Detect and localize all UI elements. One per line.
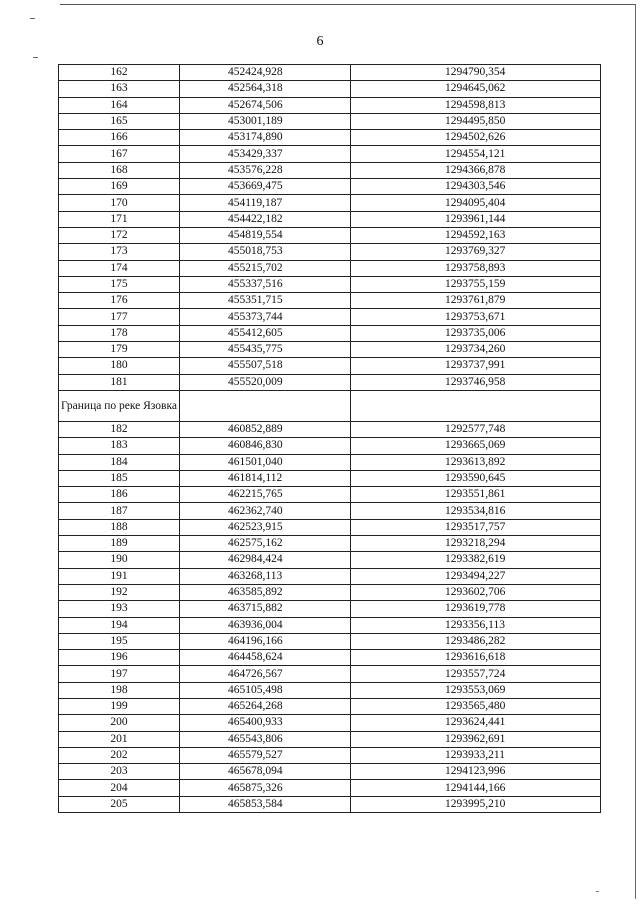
y-coordinate-cell: 1293565,480 xyxy=(351,698,601,714)
point-number-cell: 188 xyxy=(59,519,180,535)
table-row xyxy=(59,244,601,260)
table-row xyxy=(59,536,601,552)
table-row xyxy=(59,293,601,309)
scan-mark xyxy=(30,18,35,19)
point-number-cell: 182 xyxy=(59,421,180,437)
x-coordinate-cell: 453174,890 xyxy=(180,130,351,146)
point-number-cell: 190 xyxy=(59,552,180,568)
y-coordinate-cell: 1293933,211 xyxy=(351,747,601,763)
table-row xyxy=(59,113,601,129)
point-number-cell: 201 xyxy=(59,731,180,747)
x-coordinate-cell: 452424,928 xyxy=(180,65,351,81)
table-row xyxy=(59,438,601,454)
section-row xyxy=(59,390,601,421)
table-row xyxy=(59,617,601,633)
scan-mark xyxy=(596,891,599,892)
y-coordinate-cell: 1292577,748 xyxy=(351,421,601,437)
point-number-cell: 173 xyxy=(59,244,180,260)
x-coordinate-cell: 464726,567 xyxy=(180,666,351,682)
x-coordinate-cell: 455507,518 xyxy=(180,358,351,374)
table-row xyxy=(59,97,601,113)
table-row xyxy=(59,601,601,617)
point-number-cell: 177 xyxy=(59,309,180,325)
point-number-cell: 186 xyxy=(59,487,180,503)
x-coordinate-cell: 454422,182 xyxy=(180,211,351,227)
point-number-cell: 195 xyxy=(59,633,180,649)
point-number-cell: 196 xyxy=(59,650,180,666)
point-number-cell: 168 xyxy=(59,162,180,178)
y-coordinate-cell: 1293755,159 xyxy=(351,276,601,292)
x-coordinate-cell: 463268,113 xyxy=(180,568,351,584)
y-coordinate-cell: 1293356,113 xyxy=(351,617,601,633)
x-coordinate-cell: 465400,933 xyxy=(180,715,351,731)
point-number-cell: 164 xyxy=(59,97,180,113)
section-label: Граница по реке Язовка xyxy=(59,390,180,421)
table-row xyxy=(59,195,601,211)
x-coordinate-cell: 465678,094 xyxy=(180,764,351,780)
table-row xyxy=(59,682,601,698)
x-coordinate-cell: 464196,166 xyxy=(180,633,351,649)
point-number-cell: 170 xyxy=(59,195,180,211)
point-number-cell: 172 xyxy=(59,227,180,243)
table-row xyxy=(59,81,601,97)
table-row xyxy=(59,454,601,470)
y-coordinate-cell: 1294303,546 xyxy=(351,179,601,195)
table-row xyxy=(59,276,601,292)
point-number-cell: 184 xyxy=(59,454,180,470)
y-coordinate-cell: 1294366,878 xyxy=(351,162,601,178)
x-coordinate-cell: 453576,228 xyxy=(180,162,351,178)
table-row xyxy=(59,715,601,731)
y-coordinate-cell: 1293551,861 xyxy=(351,487,601,503)
table-row xyxy=(59,519,601,535)
y-coordinate-cell: 1293557,724 xyxy=(351,666,601,682)
y-coordinate-cell: 1294095,404 xyxy=(351,195,601,211)
x-coordinate-cell: 461501,040 xyxy=(180,454,351,470)
y-coordinate-cell: 1293735,006 xyxy=(351,325,601,341)
y-coordinate-cell: 1293746,958 xyxy=(351,374,601,390)
y-coordinate-cell: 1294645,062 xyxy=(351,81,601,97)
x-coordinate-cell: 464458,624 xyxy=(180,650,351,666)
y-coordinate-cell: 1293382,619 xyxy=(351,552,601,568)
x-coordinate-cell: 461814,112 xyxy=(180,470,351,486)
table-row xyxy=(59,552,601,568)
coordinates-table xyxy=(58,64,601,813)
y-coordinate-cell: 1293995,210 xyxy=(351,796,601,812)
point-number-cell: 198 xyxy=(59,682,180,698)
point-number-cell: 181 xyxy=(59,374,180,390)
y-coordinate-cell: 1293613,892 xyxy=(351,454,601,470)
point-number-cell: 197 xyxy=(59,666,180,682)
y-coordinate-cell: 1293962,691 xyxy=(351,731,601,747)
point-number-cell: 176 xyxy=(59,293,180,309)
table-row xyxy=(59,146,601,162)
table-row xyxy=(59,487,601,503)
x-coordinate-cell: 465264,268 xyxy=(180,698,351,714)
point-number-cell: 193 xyxy=(59,601,180,617)
point-number-cell: 166 xyxy=(59,130,180,146)
point-number-cell: 179 xyxy=(59,342,180,358)
table-row xyxy=(59,470,601,486)
point-number-cell: 163 xyxy=(59,81,180,97)
y-coordinate-cell: 1294144,166 xyxy=(351,780,601,796)
x-coordinate-cell: 460846,830 xyxy=(180,438,351,454)
y-coordinate-cell: 1293534,816 xyxy=(351,503,601,519)
x-coordinate-cell: 453669,475 xyxy=(180,179,351,195)
x-coordinate-cell: 465105,498 xyxy=(180,682,351,698)
point-number-cell: 204 xyxy=(59,780,180,796)
point-number-cell: 199 xyxy=(59,698,180,714)
table-row xyxy=(59,633,601,649)
table-row xyxy=(59,358,601,374)
y-coordinate-cell: 1293734,260 xyxy=(351,342,601,358)
x-coordinate-cell: 455435,775 xyxy=(180,342,351,358)
point-number-cell: 205 xyxy=(59,796,180,812)
x-coordinate-cell: 455520,009 xyxy=(180,374,351,390)
table-row xyxy=(59,374,601,390)
y-coordinate-cell: 1294495,850 xyxy=(351,113,601,129)
table-row xyxy=(59,568,601,584)
y-coordinate-cell: 1293494,227 xyxy=(351,568,601,584)
table-row xyxy=(59,211,601,227)
table-section xyxy=(59,390,601,421)
point-number-cell: 203 xyxy=(59,764,180,780)
y-coordinate-cell: 1293665,069 xyxy=(351,438,601,454)
section-empty-cell xyxy=(351,390,601,421)
point-number-cell: 202 xyxy=(59,747,180,763)
x-coordinate-cell: 455373,744 xyxy=(180,309,351,325)
point-number-cell: 185 xyxy=(59,470,180,486)
y-coordinate-cell: 1293961,144 xyxy=(351,211,601,227)
y-coordinate-cell: 1294598,813 xyxy=(351,97,601,113)
x-coordinate-cell: 452564,318 xyxy=(180,81,351,97)
point-number-cell: 165 xyxy=(59,113,180,129)
table-row xyxy=(59,65,601,81)
table-row xyxy=(59,179,601,195)
table-row xyxy=(59,503,601,519)
x-coordinate-cell: 465875,326 xyxy=(180,780,351,796)
y-coordinate-cell: 1293218,294 xyxy=(351,536,601,552)
table-row xyxy=(59,227,601,243)
table-row xyxy=(59,764,601,780)
table-row xyxy=(59,421,601,437)
y-coordinate-cell: 1293737,991 xyxy=(351,358,601,374)
y-coordinate-cell: 1293758,893 xyxy=(351,260,601,276)
x-coordinate-cell: 465579,527 xyxy=(180,747,351,763)
y-coordinate-cell: 1294592,163 xyxy=(351,227,601,243)
point-number-cell: 162 xyxy=(59,65,180,81)
x-coordinate-cell: 455412,605 xyxy=(180,325,351,341)
table-body-before-section xyxy=(59,65,601,391)
y-coordinate-cell: 1293517,757 xyxy=(351,519,601,535)
table-row xyxy=(59,260,601,276)
point-number-cell: 180 xyxy=(59,358,180,374)
y-coordinate-cell: 1293769,327 xyxy=(351,244,601,260)
y-coordinate-cell: 1294790,354 xyxy=(351,65,601,81)
table-row xyxy=(59,342,601,358)
table-row xyxy=(59,130,601,146)
table-row xyxy=(59,162,601,178)
x-coordinate-cell: 462575,162 xyxy=(180,536,351,552)
x-coordinate-cell: 455018,753 xyxy=(180,244,351,260)
x-coordinate-cell: 462984,424 xyxy=(180,552,351,568)
table-body-after-section xyxy=(59,421,601,812)
y-coordinate-cell: 1294554,121 xyxy=(351,146,601,162)
y-coordinate-cell: 1293602,706 xyxy=(351,584,601,600)
y-coordinate-cell: 1293616,618 xyxy=(351,650,601,666)
scan-mark xyxy=(33,57,38,58)
table-row xyxy=(59,309,601,325)
point-number-cell: 200 xyxy=(59,715,180,731)
table-row xyxy=(59,731,601,747)
x-coordinate-cell: 455215,702 xyxy=(180,260,351,276)
y-coordinate-cell: 1294502,626 xyxy=(351,130,601,146)
page-edge-right xyxy=(635,4,636,899)
table-row xyxy=(59,650,601,666)
x-coordinate-cell: 463715,882 xyxy=(180,601,351,617)
y-coordinate-cell: 1293590,645 xyxy=(351,470,601,486)
y-coordinate-cell: 1293761,879 xyxy=(351,293,601,309)
table-row xyxy=(59,325,601,341)
x-coordinate-cell: 462362,740 xyxy=(180,503,351,519)
table-row xyxy=(59,666,601,682)
x-coordinate-cell: 454819,554 xyxy=(180,227,351,243)
x-coordinate-cell: 460852,889 xyxy=(180,421,351,437)
x-coordinate-cell: 454119,187 xyxy=(180,195,351,211)
x-coordinate-cell: 462215,765 xyxy=(180,487,351,503)
x-coordinate-cell: 463936,004 xyxy=(180,617,351,633)
x-coordinate-cell: 455351,715 xyxy=(180,293,351,309)
x-coordinate-cell: 455337,516 xyxy=(180,276,351,292)
y-coordinate-cell: 1293553,069 xyxy=(351,682,601,698)
point-number-cell: 167 xyxy=(59,146,180,162)
point-number-cell: 174 xyxy=(59,260,180,276)
table-row xyxy=(59,796,601,812)
y-coordinate-cell: 1293619,778 xyxy=(351,601,601,617)
y-coordinate-cell: 1293624,441 xyxy=(351,715,601,731)
point-number-cell: 194 xyxy=(59,617,180,633)
x-coordinate-cell: 465853,584 xyxy=(180,796,351,812)
point-number-cell: 189 xyxy=(59,536,180,552)
section-empty-cell xyxy=(180,390,351,421)
page-number: 6 xyxy=(316,34,324,49)
point-number-cell: 171 xyxy=(59,211,180,227)
point-number-cell: 192 xyxy=(59,584,180,600)
point-number-cell: 191 xyxy=(59,568,180,584)
table-row xyxy=(59,780,601,796)
x-coordinate-cell: 453001,189 xyxy=(180,113,351,129)
table-row xyxy=(59,584,601,600)
x-coordinate-cell: 462523,915 xyxy=(180,519,351,535)
table-row xyxy=(59,747,601,763)
x-coordinate-cell: 465543,806 xyxy=(180,731,351,747)
point-number-cell: 183 xyxy=(59,438,180,454)
point-number-cell: 169 xyxy=(59,179,180,195)
point-number-cell: 175 xyxy=(59,276,180,292)
page-edge-top xyxy=(60,4,635,5)
x-coordinate-cell: 453429,337 xyxy=(180,146,351,162)
table-row xyxy=(59,698,601,714)
y-coordinate-cell: 1293753,671 xyxy=(351,309,601,325)
x-coordinate-cell: 452674,506 xyxy=(180,97,351,113)
point-number-cell: 187 xyxy=(59,503,180,519)
point-number-cell: 178 xyxy=(59,325,180,341)
y-coordinate-cell: 1294123,996 xyxy=(351,764,601,780)
y-coordinate-cell: 1293486,282 xyxy=(351,633,601,649)
x-coordinate-cell: 463585,892 xyxy=(180,584,351,600)
